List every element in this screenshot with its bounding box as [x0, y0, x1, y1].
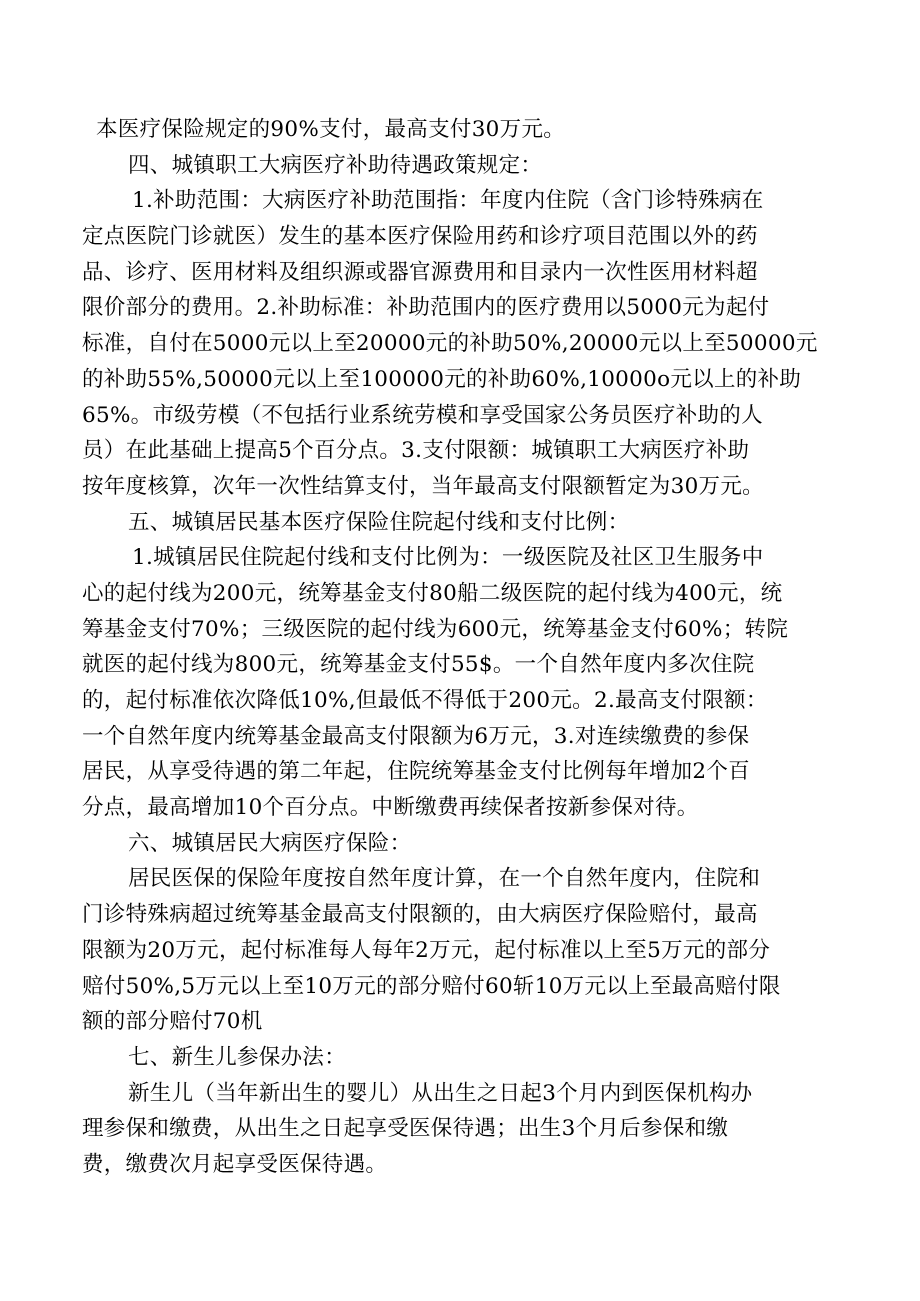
text-line: 四、城镇职工大病医疗补助待遇政策规定： — [128, 152, 543, 178]
text-line: 本医疗保险规定的90%支付，最高支付30万元。 — [96, 117, 566, 142]
text-line: 就医的起付线为800元，统筹基金支付55$。一个自然年度内多次住院 — [82, 652, 755, 678]
text-line: 居民医保的保险年度按自然年度计算，在一个自然年度内，住院和 — [128, 866, 761, 892]
text-line: 品、诊疗、医用材料及组织源或器官源费用和目录内一次性医用材料超 — [82, 259, 758, 285]
text-line: 五、城镇居民基本医疗保险住院起付线和支付比例： — [128, 509, 630, 535]
text-line: 六、城镇居民大病医疗保险： — [128, 830, 412, 856]
text-line: 筹基金支付70%；三级医院的起付线为600元，统筹基金支付60%；转院 — [82, 616, 789, 642]
text-line: 员）在此基础上提高5个百分点。3.支付限额：城镇职工大病医疗补助 — [82, 438, 750, 464]
text-line: 的，起付标准依次降低10%,但最低不得低于200元。2.最高支付限额： — [82, 688, 768, 713]
text-line: 限额为20万元，起付标准每人每年2万元，起付标准以上至5万元的部分 — [82, 937, 771, 963]
text-line: 一个自然年度内统筹基金最高支付限额为6万元，3.对连续缴费的参保 — [82, 723, 750, 749]
text-line: 1.补助范围：大病医疗补助范围指：年度内住院（含门诊特殊病在 — [132, 188, 764, 214]
text-line: 心的起付线为200元，统筹基金支付80船二级医院的起付线为400元，统 — [82, 580, 783, 606]
text-line: 65%。市级劳模（不包括行业系统劳模和享受国家公务员医疗补助的人 — [82, 402, 763, 428]
text-line: 的补助55%,50000元以上至100000元的补助60%,10000o元以上的补助 — [82, 366, 802, 392]
text-line: 额的部分赔付70机 — [82, 1009, 263, 1035]
text-line: 标准，自付在5000元以上至20000元的补助50%,20000元以上至50000元 — [82, 331, 818, 357]
text-line: 居民，从享受待遇的第二年起，住院统筹基金支付比例每年增加2个百 — [82, 759, 750, 785]
text-line: 赔付50%,5万元以上至10万元的部分赔付60斩10万元以上至最高赔付限 — [82, 973, 781, 999]
text-line: 1.城镇居民住院起付线和支付比例为：一级医院及社区卫生服务中 — [132, 545, 764, 571]
text-line: 门诊特殊病超过统筹基金最高支付限额的，由大病医疗保险赔付，最高 — [82, 902, 758, 928]
text-line: 理参保和缴费，从出生之日起享受医保待遇；出生3个月后参保和缴 — [82, 1116, 729, 1142]
text-line: 定点医院门诊就医）发生的基本医疗保险用药和诊疗项目范围以外的药 — [82, 224, 758, 250]
text-line: 限价部分的费用。2.补助标准：补助范围内的医疗费用以5000元为起付 — [82, 295, 770, 321]
text-line: 七、新生儿参保办法： — [128, 1044, 347, 1070]
text-line: 费，缴费次月起享受医保待遇。 — [82, 1151, 388, 1177]
text-line: 新生儿（当年新出生的婴儿）从出生之日起3个月内到医保机构办 — [128, 1080, 753, 1106]
text-line: 分点，最高增加10个百分点。中断缴费再续保者按新参保对待。 — [82, 795, 699, 821]
text-line: 按年度核算，次年一次性结算支付，当年最高支付限额暂定为30万元。 — [82, 473, 764, 499]
document-body — [82, 112, 818, 1183]
